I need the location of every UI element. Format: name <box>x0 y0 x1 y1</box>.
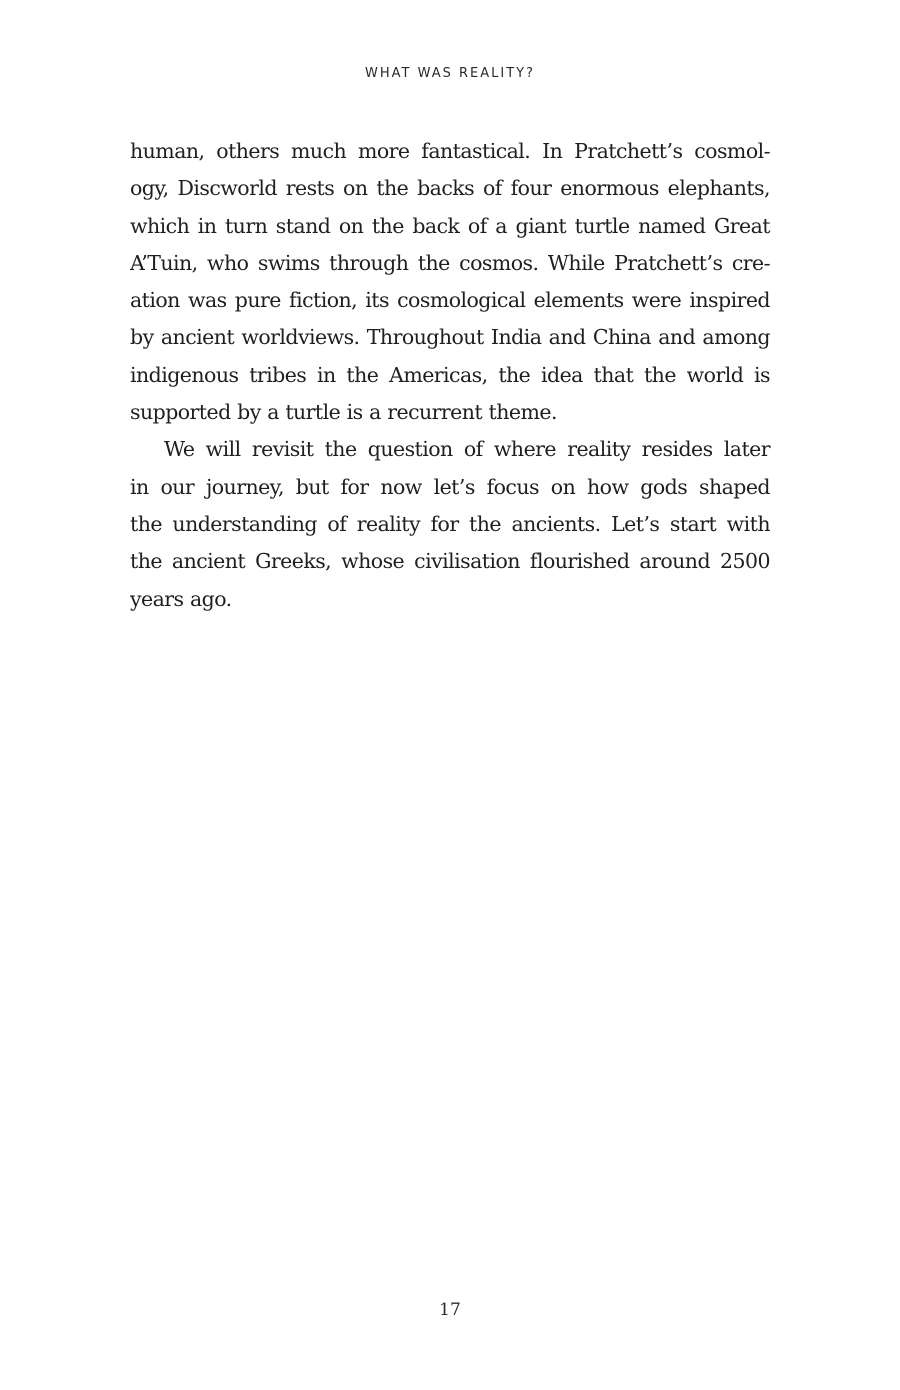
text-line: supported by a turtle is a recurrent theme. <box>130 400 557 425</box>
text-line: ation was pure fiction, its cosmological elements were inspired <box>130 288 770 313</box>
text-line: in our journey, but for now let’s focus on how gods shaped <box>130 474 770 499</box>
text-line: ogy, Discworld rests on the backs of four enormous elephants, <box>130 176 770 201</box>
paragraph-1 <box>130 133 770 431</box>
text-line: the understanding of reality for the ancients. Let’s start with <box>130 511 770 536</box>
paragraph-2 <box>130 431 770 617</box>
text-line: A’Tuin, who swims through the cosmos. While Pratchett’s cre- <box>130 250 770 275</box>
body-text <box>130 133 770 618</box>
text-line: the ancient Greeks, whose civilisation flourished around 2500 <box>130 549 770 574</box>
running-header: WHAT WAS REALITY? <box>364 66 535 81</box>
text-line: years ago. <box>130 586 232 611</box>
text-line: which in turn stand on the back of a giant turtle named Great <box>130 213 770 238</box>
page-number: 17 <box>439 1300 461 1320</box>
text-line: indigenous tribes in the Americas, the idea that the world is <box>130 362 770 387</box>
text-line: by ancient worldviews. Throughout India and China and among <box>130 325 770 350</box>
text-line: We will revisit the question of where reality resides later <box>164 437 770 462</box>
text-line: human, others much more fantastical. In Pratchett’s cosmol- <box>130 139 770 163</box>
